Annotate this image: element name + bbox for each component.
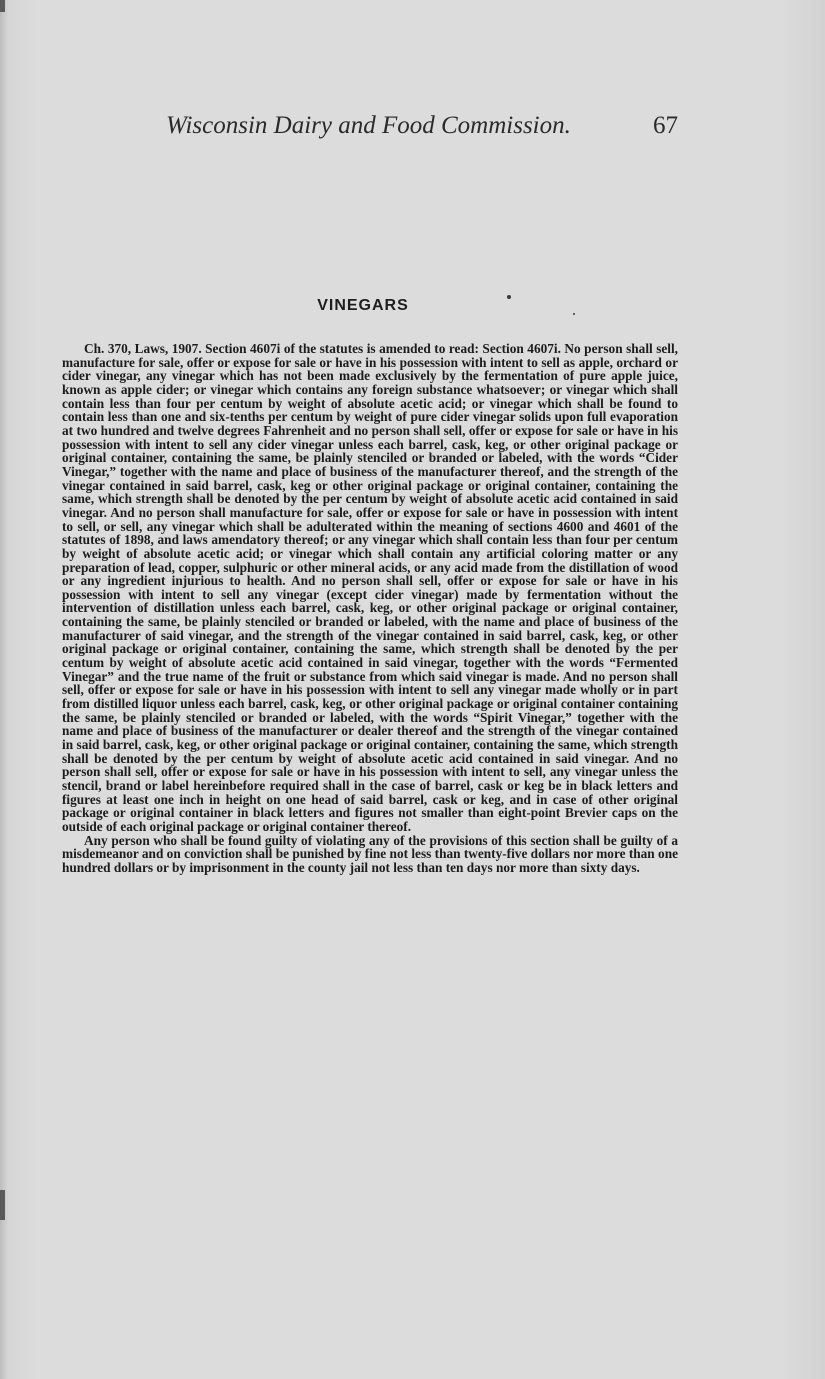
running-header-title: Wisconsin Dairy and Food Commission.: [166, 112, 571, 139]
page-edge-mark: [0, 0, 5, 12]
statute-paragraph: Ch. 370, Laws, 1907. Section 4607i of the statutes is amended to read: Section 4607i. No person shall sell, manufacture for sale, offer or expose for sale or have in his possession with intent to sell as apple, orchard or cider vinegar, any vinegar which has not been made exclusively by the fermentation of pure apple juice, known as apple cider; or vinegar which contains any foreign substance whatsoever; or vinegar which shall contain less than four per centum by weight of absolute acetic acid; or vinegar which shall be found to contain less than one and six-tenths per centum by weight of pure cider vinegar solids upon full evaporation at two hundred and twelve degrees Fahrenheit and no person shall sell, offer or expose for sale or have in his possession with intent to sell any cider vinegar unless each barrel, cask, keg, or other original package or original container, containing the same, be plainly stenciled or branded or labeled, with the words “Cider Vinegar,” together with the name and place of business of the manufacturer thereof, and the strength of the vinegar contained in said barrel, cask, keg or other original package or original container, containing the same, which strength shall be denoted by the per centum by weight of absolute acetic acid contained in said vinegar. And no person shall manufacture for sale, offer or expose for sale or have in possession with intent to sell, or sell, any vinegar which shall be adulterated within the meaning of sections 4600 and 4601 of the statutes of 1898, and laws amendatory thereof; or any vinegar which shall contain less than four per centum by weight of absolute acetic acid; or vinegar which shall contain any artificial coloring matter or any preparation of lead, copper, sulphuric or other mineral acids, or any acid made from the distillation of wood or any ingredient injurious to health. And no person shall sell, offer or expose for sale or have in his possession with intent to sell any vinegar (except cider vinegar) made by fermentation without the intervention of distillation unless each barrel, cask, keg, or other original package or original container, containing the same, be plainly stenciled or branded or labeled, with the name and place of business of the manufacturer of said vinegar, and the strength of the vinegar contained in said barrel, cask, keg, or other original package or original container, containing the same, which strength shall be denoted by the per centum by weight of absolute acetic acid contained in said vinegar, together with the words “Fermented Vinegar” and the true name of the fruit or substance from which said vinegar is made. And no person shall sell, offer or expose for sale or have in his possession with intent to sell any vinegar made wholly or in part from distilled liquor unless each barrel, cask, keg, or other original package or original container containing the same, be plainly stenciled or branded or labeled, with the words “Spirit Vinegar,” together with the name and place of business of the manufacturer or dealer thereof and the strength of the vinegar contained in said barrel, cask, keg, or other original package or original container, containing the same, which strength shall be denoted by the per centum by weight of absolute acetic acid contained in said vinegar. And no person shall sell, offer or expose for sale or have in his possession with intent to sell, any vinegar unless the stencil, brand or label hereinbefore required shall in the case of barrel, cask or keg be in black letters and figures at least one inch in height on one head of said barrel, cask or keg, and in case of other original package or original container in black letters and figures not smaller than eight-point Brevier caps on the outside of each original package or original container thereof.: [62, 341, 678, 834]
page-edge-mark: [0, 1190, 5, 1220]
running-header: [166, 112, 678, 142]
statute-text: [62, 342, 678, 875]
page-number: 67: [653, 112, 678, 139]
penalty-paragraph: Any person who shall be found guilty of violating any of the provisions of this section shall be guilty of a misdemeanor and on conviction shall be punished by fine not less than twenty-five dollars nor more than one hundred dollars or by imprisonment in the county jail not less than ten days nor more than sixty days.: [62, 832, 678, 875]
section-title: VINEGARS: [317, 297, 409, 314]
